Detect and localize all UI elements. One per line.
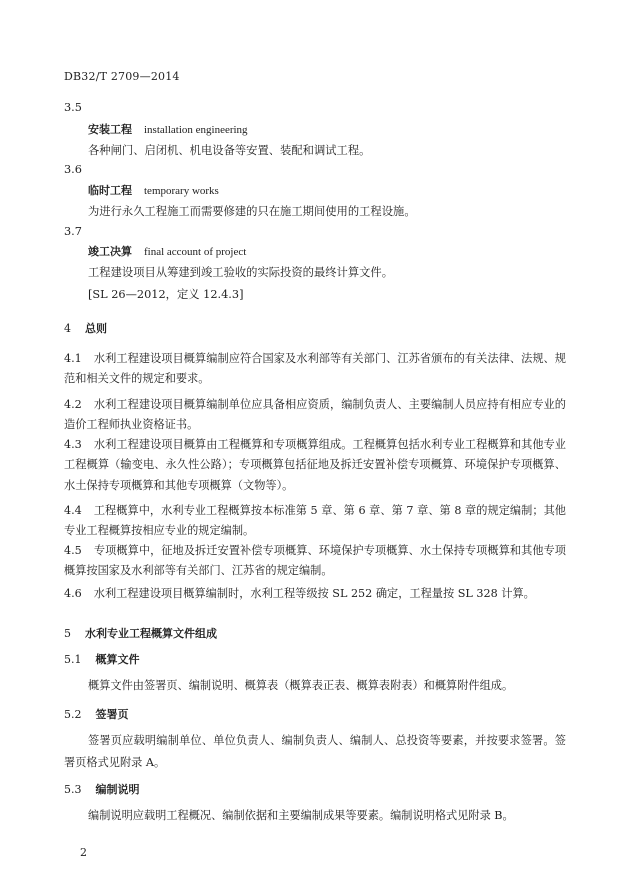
- page-number: 2: [80, 846, 87, 859]
- clause-text: 专项概算中，征地及拆迁安置补偿专项概算、环境保护专项概算、水土保持专项概算和其他专项概算按国家及水利部等有关部门、江苏省的规定编制。: [64, 544, 566, 578]
- clause-number: 4.1: [64, 352, 82, 365]
- clause-text: 水利工程建设项目概算编制应符合国家及水利部等有关部门、江苏省颁布的有关法律、法规、规范和相关文件的规定和要求。: [64, 352, 566, 386]
- document-code: DB32/T 2709—2014: [64, 70, 180, 83]
- term-zh: 安装工程: [88, 123, 132, 136]
- subsection-text: 编制说明应载明工程概况、编制依据和主要编制成果等要素。编制说明格式见附录 B。: [88, 809, 514, 822]
- subsection-heading: [64, 706, 129, 722]
- term-zh: 临时工程: [88, 184, 132, 197]
- term-title: [88, 242, 246, 263]
- section-title: 水利专业工程概算文件组成: [85, 627, 217, 640]
- term-title: [88, 181, 219, 202]
- subsection-number: 5.2: [64, 708, 82, 721]
- clause: [64, 541, 566, 582]
- term-zh: 竣工决算: [88, 245, 132, 258]
- clause-number: 4.5: [64, 544, 82, 557]
- term-definition: 工程建设项目从筹建到竣工验收的实际投资的最终计算文件。: [88, 266, 394, 279]
- section-title: 总则: [85, 322, 107, 335]
- term-en: final account of project: [144, 246, 247, 258]
- clause-text: 水利工程建设项目概算由工程概算和专项概算组成。工程概算包括水利专业工程概算和其他专业工程概算（输变电、永久性公路）；专项概算包括征地及拆迁安置补偿专项概算、环境保护专项概算、水土保持专项概算和其他专项概算（文物等）。: [64, 438, 566, 492]
- subsection-title: 概算文件: [95, 653, 140, 666]
- clause-text: 水利工程建设项目概算编制单位应具备相应资质，编制负责人、主要编制人员应持有相应专业的造价工程师执业资格证书。: [64, 398, 566, 432]
- clause: [64, 501, 566, 542]
- clause-number: 4.3: [64, 438, 82, 451]
- clause-number: 4.2: [64, 398, 82, 411]
- section-number: 5: [64, 627, 71, 640]
- clause: [64, 349, 566, 390]
- section-number: 4: [64, 322, 71, 335]
- section-heading: [64, 625, 217, 641]
- term-title: [88, 120, 248, 141]
- clause: [64, 435, 566, 496]
- clause-number: 4.4: [64, 504, 82, 517]
- clause-text: 水利工程建设项目概算编制时，水利工程等级按 SL 252 确定，工程量按 SL 328 计算。: [93, 587, 535, 600]
- subsection-number: 5.1: [64, 653, 82, 666]
- clause-number: 4.6: [64, 587, 82, 600]
- subsection-title: 编制说明: [95, 783, 140, 796]
- term-en: temporary works: [144, 185, 219, 197]
- term-en: installation engineering: [144, 124, 248, 136]
- subsection-text: 签署页应载明编制单位、单位负责人、编制负责人、编制人、总投资等要素，并按要求签署。签署页格式见附录 A。: [64, 734, 566, 769]
- subsection-heading: [64, 781, 140, 797]
- term-number: 3.6: [64, 163, 82, 176]
- term-number: 3.7: [64, 225, 82, 238]
- clause-text: 工程概算中，水利专业工程概算按本标准第 5 章、第 6 章、第 7 章、第 8 章的规定编制；其他专业工程概算按相应专业的规定编制。: [64, 504, 566, 538]
- section-heading: [64, 320, 107, 336]
- term-number: 3.5: [64, 101, 82, 114]
- term-reference: [SL 26—2012，定义 12.4.3]: [88, 288, 244, 301]
- subsection-heading: [64, 651, 140, 667]
- term-definition: 各种闸门、启闭机、机电设备等安置、装配和调试工程。: [88, 144, 371, 157]
- subsection-text: 概算文件由签署页、编制说明、概算表（概算表正表、概算表附表）和概算附件组成。: [88, 679, 514, 692]
- clause: [64, 395, 566, 436]
- clause: [64, 584, 566, 604]
- subsection-title: 签署页: [95, 708, 129, 721]
- term-definition: 为进行永久工程施工而需要修建的只在施工期间使用的工程设施。: [88, 205, 416, 218]
- subsection-number: 5.3: [64, 783, 82, 796]
